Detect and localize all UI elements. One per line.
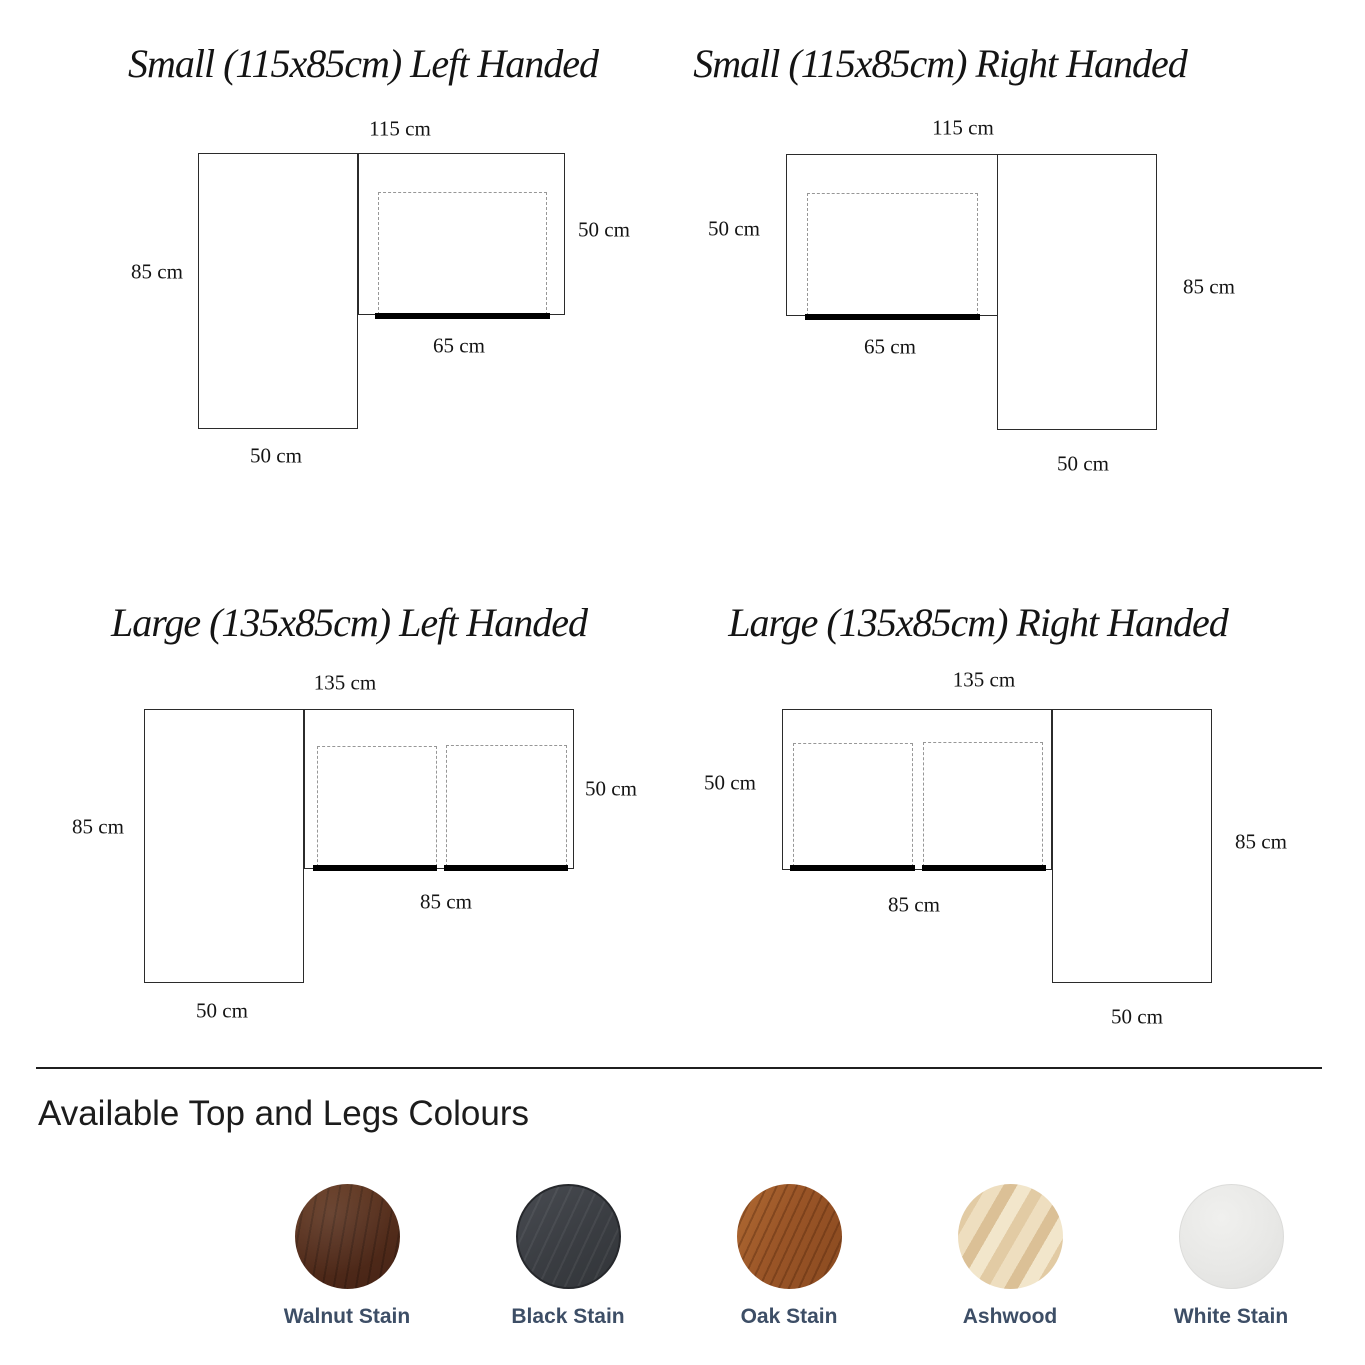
- seat-edge-line-2: [444, 865, 568, 871]
- seat-zone-dashed: [807, 193, 978, 316]
- desk-return-rect: [198, 153, 358, 429]
- swatch-black-stain: [478, 1184, 658, 1327]
- swatch-ashwood: [920, 1184, 1100, 1327]
- dim-label-desk-depth: 50 cm: [708, 216, 760, 241]
- swatch-label: White Stain: [1173, 1305, 1289, 1328]
- dim-label-seat-width: 85 cm: [888, 892, 940, 917]
- seat-zone-dashed-2: [446, 745, 567, 867]
- colours-heading: Available Top and Legs Colours: [38, 1094, 529, 1133]
- dim-label-return-width: 50 cm: [250, 443, 302, 468]
- dim-label-return-width: 50 cm: [196, 998, 248, 1023]
- dim-label-desk-depth: 50 cm: [578, 217, 630, 242]
- dim-label-desk-width: 115 cm: [369, 116, 431, 141]
- white-swatch-circle: [1179, 1184, 1284, 1289]
- swatch-walnut-stain: [257, 1184, 437, 1327]
- seat-zone-dashed-1: [793, 743, 913, 867]
- seat-edge-line-2: [922, 865, 1046, 871]
- walnut-swatch-circle: [295, 1184, 400, 1289]
- black-swatch-circle: [516, 1184, 621, 1289]
- dim-label-desk-width: 135 cm: [952, 667, 1016, 692]
- seat-zone-dashed: [378, 192, 547, 315]
- dim-label-seat-width: 85 cm: [420, 889, 472, 914]
- dim-label-return-length: 85 cm: [1235, 829, 1287, 854]
- diagram-title: Large (135x85cm) Right Handed: [728, 600, 1228, 645]
- swatch-label: Walnut Stain: [283, 1305, 411, 1328]
- diagram-title: Large (135x85cm) Left Handed: [111, 600, 587, 645]
- dim-label-return-length: 85 cm: [131, 259, 183, 284]
- swatch-white-stain: [1141, 1184, 1321, 1327]
- dim-label-desk-depth: 50 cm: [704, 770, 756, 795]
- dim-label-seat-width: 65 cm: [433, 333, 485, 358]
- swatch-label: Oak Stain: [740, 1305, 838, 1328]
- dim-label-desk-width: 135 cm: [313, 670, 377, 695]
- dim-label-return-length: 85 cm: [72, 814, 124, 839]
- dim-label-return-width: 50 cm: [1057, 451, 1109, 476]
- desk-return-rect: [144, 709, 304, 983]
- dim-label-return-width: 50 cm: [1111, 1004, 1163, 1029]
- swatch-label: Ashwood: [962, 1305, 1058, 1328]
- desk-return-rect: [997, 154, 1157, 430]
- diagram-title: Small (115x85cm) Right Handed: [693, 41, 1187, 86]
- ashwood-swatch-circle: [958, 1184, 1063, 1289]
- swatch-oak-stain: [699, 1184, 879, 1327]
- dim-label-return-length: 85 cm: [1183, 274, 1235, 299]
- seat-zone-dashed-1: [317, 746, 437, 867]
- seat-edge-line: [805, 314, 980, 320]
- dim-label-desk-depth: 50 cm: [585, 776, 637, 801]
- section-divider: [36, 1067, 1322, 1069]
- dim-label-seat-width: 65 cm: [864, 334, 916, 359]
- dim-label-desk-width: 115 cm: [932, 115, 994, 140]
- desk-return-rect: [1052, 709, 1212, 983]
- diagram-title: Small (115x85cm) Left Handed: [127, 41, 599, 86]
- oak-swatch-circle: [737, 1184, 842, 1289]
- seat-edge-line-1: [313, 865, 437, 871]
- swatch-label: Black Stain: [511, 1305, 625, 1328]
- seat-edge-line-1: [790, 865, 915, 871]
- seat-zone-dashed-2: [923, 742, 1043, 867]
- seat-edge-line: [375, 313, 550, 319]
